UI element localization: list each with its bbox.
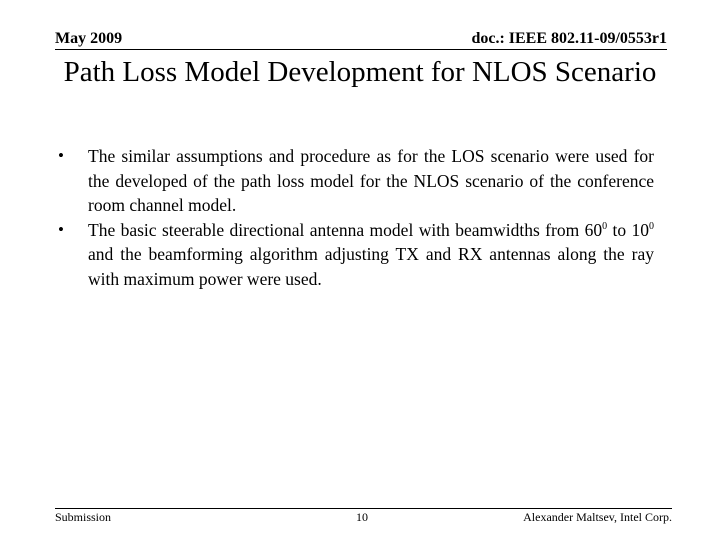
bullet-text: The similar assumptions and procedure as for the LOS scenario were used for the developed of the path loss model for the NLOS scenario of the conference room channel model. (88, 146, 654, 215)
bullet-text-part: to 10 (607, 219, 649, 240)
bullet-list (58, 144, 654, 291)
header-doc-id: doc.: IEEE 802.11-09/0553r1 (471, 30, 667, 47)
footer-author: Alexander Maltsev, Intel Corp. (523, 510, 672, 524)
bullet-item (58, 218, 654, 292)
bullet-text-part: and the beamforming algorithm adjusting TX and RX antennas along the ray with maximum power were used. (88, 244, 654, 289)
header-divider (55, 49, 667, 50)
page-number: 10 (356, 510, 368, 524)
bullet-marker: • (58, 219, 64, 239)
bullet-text (88, 220, 654, 289)
bullet-item (58, 144, 654, 218)
footer-divider (55, 508, 672, 509)
bullet-marker: • (58, 146, 64, 165)
bullet-text-part: The basic steerable directional antenna model with beamwidths from 60 (88, 219, 603, 240)
superscript: 0 (649, 220, 654, 232)
header-date: May 2009 (55, 30, 123, 47)
footer-submission: Submission (55, 510, 112, 524)
superscript: 0 (602, 220, 608, 232)
slide-title: Path Loss Model Development for NLOS Scenario (63, 56, 657, 88)
